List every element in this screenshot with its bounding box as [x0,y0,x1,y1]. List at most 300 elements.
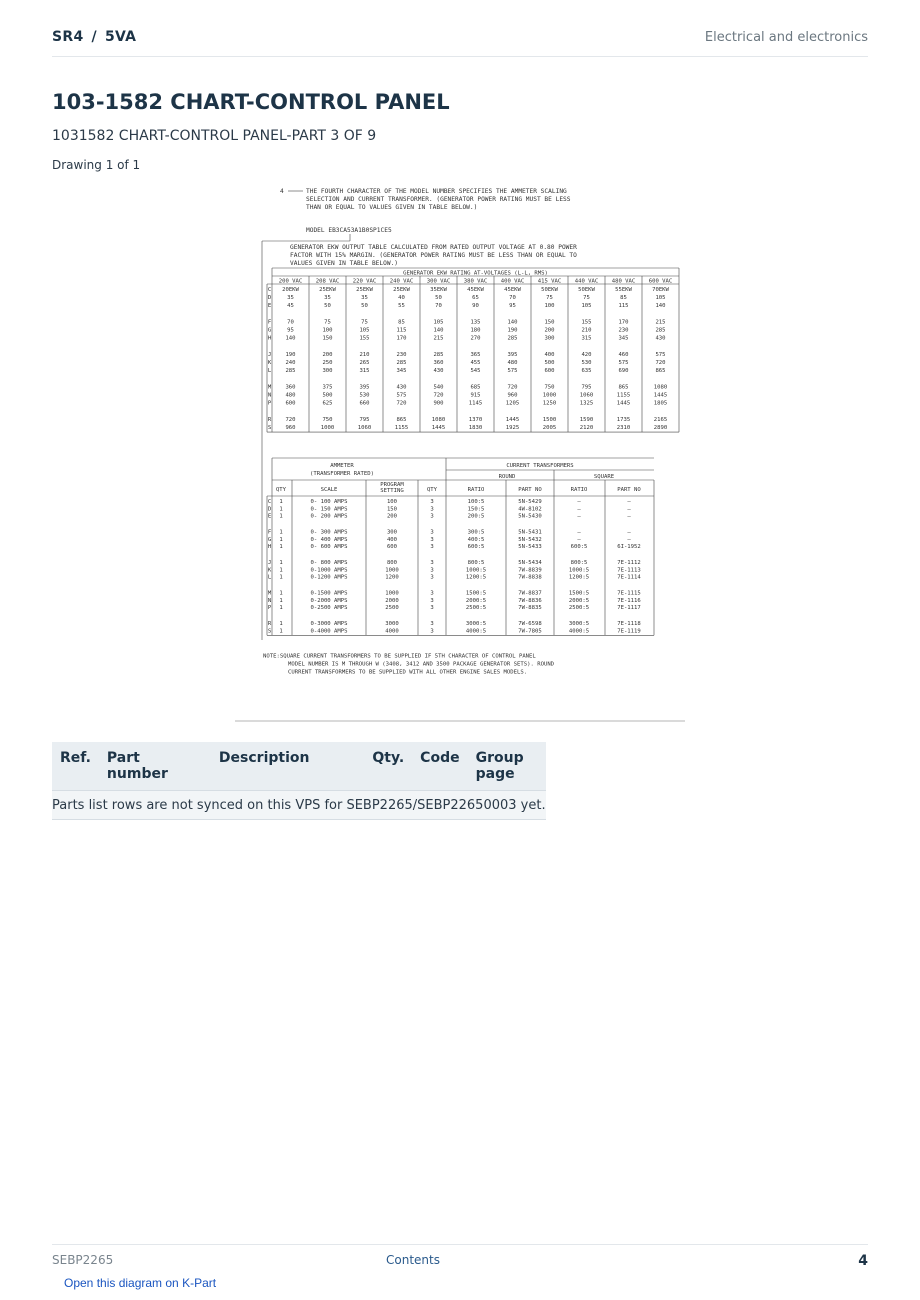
ct-cell: L [267,574,272,581]
ct-cell: 3 [430,544,434,551]
ct-cell: 0-2500 AMPS [310,605,348,612]
ct-cell: 7W-8839 [518,567,542,574]
ct-cell: 0-4000 AMPS [310,628,348,635]
ekw-cell: 865 [618,384,629,391]
ekw-cell: 50 [435,295,442,302]
ct-cell: 1 [279,513,283,520]
ct-col-header: PART NO [518,487,542,493]
ct-cell: 7W-6598 [518,621,542,627]
ekw-cell: 210 [359,352,370,358]
ct-cell: 1500:5 [465,590,487,597]
ct-cell: 4000:5 [568,628,590,635]
ct-cell: — [627,529,631,536]
ct-cell: — [577,536,581,543]
ekw-cell: 720 [655,360,666,367]
ekw-intro-line: VALUES GIVEN IN TABLE BELOW.) [290,260,399,267]
ekw-cell: 105 [359,327,370,334]
intro-line: THAN OR EQUAL TO VALUES GIVEN IN TABLE BELOW.) [306,204,478,211]
voltage-header: 240 VAC [389,278,414,285]
ct-cell: 3 [430,567,434,574]
ct-col-header: QTY [275,487,287,493]
ekw-cell: 140 [433,327,444,334]
ekw-cell: 395 [359,384,370,391]
ekw-cell: 25EKW [319,287,336,293]
ct-cell: 5N-5430 [518,513,542,520]
ekw-cell: 35 [287,295,294,302]
ct-cell: 3 [430,605,434,612]
ekw-cell: 360 [285,384,296,391]
ekw-cell: 795 [359,417,370,423]
ct-cell: 1 [279,605,283,612]
ct-cell: D [267,506,272,513]
ekw-cell: 1925 [505,425,520,432]
ekw-cell: 300 [544,335,555,342]
ekw-cell: 140 [285,335,296,342]
ct-cell: 3 [430,499,434,505]
ct-cell: 0-3000 AMPS [310,621,348,627]
ct-cell: 1 [279,621,283,627]
ekw-cell: 25EKW [393,287,410,293]
ekw-cell: 95 [509,303,516,310]
ekw-cell: 915 [470,392,481,399]
ekw-cell: 455 [470,360,481,367]
ct-title: CURRENT TRANSFORMERS [506,463,574,469]
col-ref: Ref. [52,742,99,791]
note-line: NOTE:SQUARE CURRENT TRANSFORMERS TO BE SUPPLIED IF 5TH CHARACTER OF CONTROL PANEL [263,653,536,660]
ekw-cell: 315 [359,368,370,375]
ct-cell: S [267,628,272,635]
ct-cell: 0- 300 AMPS [310,529,348,536]
ekw-cell: 865 [655,368,666,375]
voltage-header: 220 VAC [352,278,377,285]
ekw-cell: 960 [285,425,296,432]
ekw-cell: 300 [322,368,333,375]
voltage-header: 300 VAC [426,278,451,285]
ekw-cell: 1830 [468,425,483,432]
kpart-link[interactable]: Open this diagram on K-Part [64,1276,217,1290]
intro-line: SELECTION AND CURRENT TRANSFORMER. (GENERATOR POWER RATING MUST BE LESS [306,196,571,203]
ekw-cell: 45EKW [504,287,521,293]
ekw-cell: 75 [583,295,590,302]
ct-cell: 1 [279,560,283,566]
ekw-cell: 85 [620,295,627,302]
ct-cell: 3 [430,574,434,581]
ekw-cell: 270 [470,335,481,342]
ekw-title: GENERATOR EKW RATING AT-VOLTAGES (L-L, RMS) [403,270,548,277]
ct-cell: 300:5 [467,529,485,536]
ct-cell: H [267,544,272,551]
ekw-cell: 865 [396,417,407,423]
voltage-header: 480 VAC [611,278,636,285]
ekw-row-letter: P [267,400,272,407]
ekw-cell: 1805 [653,400,668,407]
ekw-cell: 70 [287,319,294,326]
ekw-row-letter: K [267,360,272,367]
ekw-cell: 170 [396,335,407,342]
ct-square: SQUARE [593,474,615,480]
ekw-cell: 1445 [653,392,668,399]
ekw-cell: 70 [509,295,516,302]
ct-cell: 150 [386,506,398,513]
ct-cell: — [627,506,631,513]
ekw-cell: 40 [398,295,405,302]
ct-cell: E [267,513,272,520]
ekw-cell: 315 [581,335,592,342]
ct-cell: 0- 400 AMPS [310,536,348,543]
ct-cell: 150:5 [467,506,485,513]
ct-cell: — [627,536,631,543]
ct-cell: 100:5 [467,499,485,505]
col-qty: Qty. [364,742,412,791]
ekw-cell: 285 [285,368,296,375]
ekw-cell: 960 [507,392,518,399]
ct-cell: 1200:5 [465,574,487,581]
ct-cell: 4W-8102 [518,506,542,513]
ct-cell: 2000 [385,597,399,604]
ekw-cell: 720 [396,400,407,407]
ekw-cell: 2005 [542,425,557,432]
ct-cell: 2000:5 [465,597,487,604]
ekw-cell: 35 [324,295,331,302]
ekw-intro-line: FACTOR WITH 15% MARGIN. (GENERATOR POWER RATING MUST BE LESS THAN OR EQUAL TO [290,252,577,259]
ct-cell: 3 [430,590,434,597]
ekw-cell: 720 [285,417,296,423]
ct-cell: 7E-1113 [617,567,641,574]
ekw-cell: 35EKW [430,287,447,293]
ekw-row-letter: L [267,368,272,375]
ekw-cell: 635 [581,368,592,375]
ekw-cell: 500 [322,392,333,399]
ct-round: ROUND [498,474,516,480]
ct-col-header: SETTING [380,488,404,494]
ct-cell: J [267,560,272,566]
ekw-cell: 150 [544,319,555,326]
page-title: 103-1582 CHART-CONTROL PANEL [52,90,450,114]
ct-cell: 800:5 [570,560,588,566]
ekw-cell: 480 [507,360,518,367]
ekw-cell: 50 [361,303,368,310]
ct-cell: 3 [430,621,434,627]
ekw-row-letter: M [267,384,272,391]
ekw-cell: 795 [581,384,592,391]
ct-cell: 400 [386,536,398,543]
col-group-page: Group page [468,742,546,791]
ekw-row-letter: D [267,295,272,302]
ekw-cell: 1080 [653,384,668,391]
voltage-header: 400 VAC [500,278,525,285]
drawing-count: Drawing 1 of 1 [52,158,141,172]
ct-cell: 7E-1119 [617,628,641,635]
ct-cell: — [577,499,581,505]
ekw-row-letter: S [267,425,272,432]
ct-cell: 7W-7805 [518,628,542,635]
ekw-cell: 345 [618,335,629,342]
ct-cell: 0- 600 AMPS [310,544,348,551]
ekw-cell: 1250 [542,400,557,407]
ekw-cell: 115 [396,327,407,334]
ekw-cell: 75 [324,319,331,326]
contents-link[interactable]: Contents [386,1253,440,1267]
ekw-cell: 50 [324,303,331,310]
ekw-cell: 2890 [653,425,668,432]
ekw-cell: 575 [618,360,629,367]
ct-cell: 1 [279,544,283,551]
ekw-cell: 530 [581,360,592,367]
ekw-cell: 25EKW [356,287,373,293]
note-number: 4 [280,188,284,195]
ekw-cell: 20EKW [282,287,299,293]
ct-cell: 1 [279,567,283,574]
ct-cell: 3 [430,513,434,520]
ekw-cell: 625 [322,400,333,407]
ct-cell: 2000:5 [568,597,590,604]
ct-cell: 1000 [385,567,399,574]
model-variant: 5VA [104,29,137,45]
ekw-cell: 105 [655,295,666,302]
ct-cell: 0- 800 AMPS [310,560,348,566]
ekw-cell: 140 [507,319,518,326]
ct-cell: 1 [279,536,283,543]
ekw-cell: 1000 [542,392,557,399]
ct-cell: 1500:5 [568,590,590,597]
ekw-cell: 90 [472,303,479,310]
ekw-cell: 690 [618,368,629,375]
ekw-cell: 285 [507,335,518,342]
parts-table-header-row [52,742,546,791]
ekw-cell: 900 [433,400,444,407]
ekw-cell: 240 [285,360,296,367]
ekw-cell: 375 [322,384,333,391]
ekw-cell: 2120 [579,425,594,432]
ekw-cell: 85 [398,319,405,326]
ekw-cell: 750 [544,384,555,391]
breadcrumb-separator: / [91,29,97,45]
page-header [52,26,868,57]
ct-cell: 1 [279,574,283,581]
ekw-cell: 210 [581,327,592,334]
ct-cell: 3000:5 [568,621,590,627]
ct-cell: 4000 [385,628,399,635]
ekw-cell: 720 [433,392,444,399]
ekw-cell: 530 [359,392,370,399]
ekw-cell: 1500 [542,417,557,423]
ct-cell: 2500:5 [465,605,487,612]
ct-col-header: RATIO [570,487,588,493]
ekw-cell: 105 [433,319,444,326]
ct-col-header: QTY [426,487,438,493]
ekw-row-letter: J [267,352,272,358]
ct-cell: — [577,513,581,520]
ct-cell: 1000:5 [465,567,487,574]
ekw-cell: 115 [618,303,629,310]
ct-cell: 1 [279,628,283,635]
ekw-cell: 1735 [616,417,631,423]
ct-cell: 0-2000 AMPS [310,597,348,604]
model-number-line: MODEL EB3CA53A1B0SP1CE5 [306,227,392,234]
ct-cell: — [577,529,581,536]
ekw-cell: 155 [581,319,592,326]
ct-cell: 1000 [385,590,399,597]
ct-cell: P [267,605,272,612]
voltage-header: 380 VAC [463,278,488,285]
doc-code: SEBP2265 [52,1253,114,1267]
voltage-header: 440 VAC [574,278,599,285]
ekw-cell: 540 [433,384,444,391]
ekw-cell: 575 [655,352,666,358]
ct-cell: — [577,506,581,513]
col-code: Code [412,742,467,791]
ekw-cell: 750 [322,417,333,423]
ct-cell: 0-1200 AMPS [310,574,348,581]
col-part-number: Part number [99,742,211,791]
page-number: 4 [858,1253,868,1269]
ekw-row-letter: R [267,417,272,423]
ekw-cell: 1080 [431,417,446,423]
ct-cell: M [267,590,272,597]
ct-cell: 1 [279,590,283,597]
ct-cell: C [267,499,272,505]
ekw-cell: 75 [361,319,368,326]
control-panel-drawing[interactable] [230,180,690,725]
voltage-header: 200 VAC [278,278,303,285]
ct-cell: R [267,621,272,627]
ekw-cell: 55EKW [615,287,632,293]
ct-cell: 7E-1117 [617,605,641,612]
ct-cell: 300 [386,529,398,536]
ekw-intro-line: GENERATOR EKW OUTPUT TABLE CALCULATED FROM RATED OUTPUT VOLTAGE AT 0.80 POWER [290,244,577,251]
ct-cell: 7W-8838 [518,574,542,581]
ct-cell: 600 [386,544,398,551]
ekw-cell: 2310 [616,425,631,432]
ct-cell: 3 [430,628,434,635]
ekw-cell: 45 [287,303,294,310]
model-breadcrumb [52,29,136,45]
ct-cell: 800 [386,560,398,566]
ekw-cell: 660 [359,400,370,407]
col-description: Description [211,742,364,791]
ekw-cell: 1445 [616,400,631,407]
ekw-cell: 395 [507,352,518,358]
ekw-cell: 180 [470,327,481,334]
ct-cell: 3 [430,560,434,566]
ekw-cell: 500 [544,360,555,367]
ekw-cell: 545 [470,368,481,375]
ct-cell: 7W-8836 [518,597,542,604]
ekw-cell: 70 [435,303,442,310]
ct-cell: 3000 [385,621,399,627]
ct-cell: 0- 100 AMPS [310,499,348,505]
ekw-cell: 2165 [653,417,668,423]
parts-list-table [52,742,546,820]
ct-cell: 1 [279,597,283,604]
ct-cell: 7E-1114 [617,574,641,581]
ct-cell: 1000:5 [568,567,590,574]
ekw-cell: 190 [285,352,296,358]
ekw-cell: 50EKW [541,287,558,293]
ct-cell: 600:5 [467,544,485,551]
ekw-cell: 250 [322,360,333,367]
ekw-cell: 230 [618,327,629,334]
ekw-cell: 215 [433,335,444,342]
model-name: SR4 [52,29,84,45]
note-line: CURRENT TRANSFORMERS TO BE SUPPLIED WITH ALL OTHER ENGINE SALES MODELS. [288,669,528,676]
voltage-header: 600 VAC [648,278,673,285]
ekw-cell: 140 [655,303,666,310]
ekw-row-letter: G [267,327,272,334]
ct-col-header: RATIO [467,487,485,493]
ct-cell: 1 [279,506,283,513]
ekw-cell: 95 [287,327,294,334]
ekw-row-letter: C [267,287,272,293]
ekw-row-letter: H [267,335,272,342]
ekw-cell: 215 [655,319,666,326]
ekw-cell: 45EKW [467,287,484,293]
ekw-cell: 360 [433,360,444,367]
voltage-header: 415 VAC [537,278,562,285]
ct-cell: 800:5 [467,560,485,566]
ekw-cell: 1445 [431,425,446,432]
ekw-cell: 230 [396,352,407,358]
ct-cell: 3 [430,529,434,536]
ammeter-subtitle: (TRANSFORMER RATED) [310,471,374,477]
ct-cell: 6I-1952 [617,544,641,551]
ekw-cell: 1155 [616,392,631,399]
intro-line: THE FOURTH CHARACTER OF THE MODEL NUMBER SPECIFIES THE AMMETER SCALING [306,188,567,195]
ekw-cell: 1590 [579,417,594,423]
ct-cell: 400:5 [467,536,485,543]
page-subtitle: 1031582 CHART-CONTROL PANEL-PART 3 OF 9 [52,128,377,144]
ct-cell: 600:5 [570,544,588,551]
ct-cell: 2500:5 [568,605,590,612]
ct-cell: 200:5 [467,513,485,520]
ekw-cell: 265 [359,360,370,367]
ekw-cell: 430 [396,384,407,391]
ct-cell: 1200:5 [568,574,590,581]
ekw-cell: 575 [396,392,407,399]
ct-cell: 0- 200 AMPS [310,513,348,520]
ct-cell: G [267,536,272,543]
ekw-cell: 365 [470,352,481,358]
ct-cell: 5N-5431 [518,529,542,536]
ekw-cell: 65 [472,295,479,302]
ekw-cell: 1445 [505,417,520,423]
ekw-cell: 135 [470,319,481,326]
ekw-cell: 430 [655,335,666,342]
ekw-cell: 460 [618,352,629,358]
ekw-cell: 480 [285,392,296,399]
ct-cell: 7E-1116 [617,597,641,604]
ekw-cell: 150 [322,335,333,342]
ekw-cell: 70EKW [652,287,669,293]
ct-cell: 7E-1118 [617,621,641,627]
ct-cell: 2500 [385,605,399,612]
ekw-cell: 1155 [394,425,409,432]
page-footer [52,1244,868,1275]
ct-cell: — [627,499,631,505]
ct-cell: N [267,597,272,604]
parts-empty-message: Parts list rows are not synced on this VPS for SEBP2265/SEBP22650003 yet. [52,791,546,820]
ct-cell: 3 [430,597,434,604]
ekw-cell: 1370 [468,417,483,423]
ct-cell: 5N-5432 [518,536,542,543]
ct-col-header: PART NO [617,487,641,493]
ekw-row-letter: F [267,319,272,326]
ct-col-header: PROGRAM [380,482,404,488]
ct-col-header: SCALE [320,487,338,493]
drawing-canvas [230,180,690,725]
ct-cell: 4000:5 [465,628,487,635]
ekw-cell: 1060 [579,392,594,399]
